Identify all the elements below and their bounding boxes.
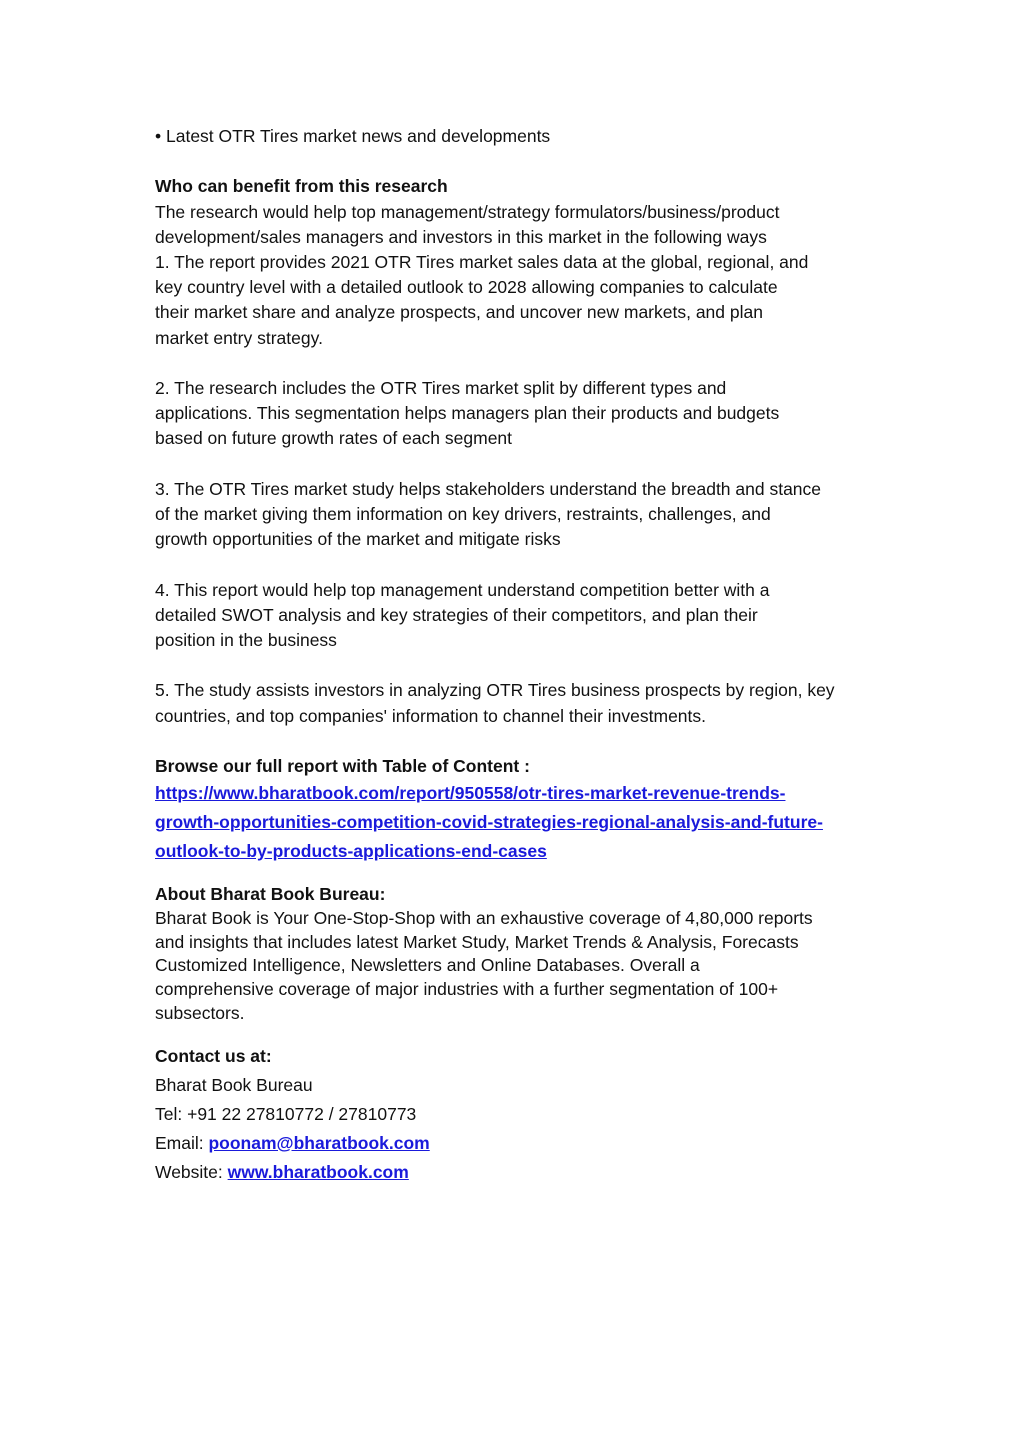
document-page [155,124,879,1187]
paragraph-line: 3. The OTR Tires market study helps stakeholders understand the breadth and stance [155,478,822,499]
paragraph-line: Bharat Book is Your One-Stop-Shop with an exhaustive coverage of 4,80,000 reports [155,907,813,928]
paragraph-line: subsectors. [155,1002,245,1023]
point-1 [155,250,879,351]
paragraph-line: and insights that includes latest Market Study, Market Trends & Analysis, Forecasts [155,931,799,952]
contact-website-row [155,1158,879,1187]
paragraph-line: growth opportunities of the market and mitigate risks [155,529,561,550]
point-4 [155,578,879,654]
report-link-line[interactable]: outlook-to-by-products-applications-end-cases [155,840,547,861]
website-label: Website: [155,1161,228,1182]
paragraph-line: position in the business [155,630,337,650]
paragraph-line: 1. The report provides 2021 OTR Tires market sales data at the global, regional, and [155,252,809,272]
paragraph-line: 4. This report would help top management understand competition better with a [155,579,770,600]
who-intro [155,200,879,250]
contact-company: Bharat Book Bureau [155,1074,313,1095]
paragraph-line: 5. The study assists investors in analyzing OTR Tires business prospects by region, key [155,680,835,701]
about-heading: About Bharat Book Bureau: [155,883,386,904]
contact-heading: Contact us at: [155,1045,272,1066]
point-2 [155,376,879,452]
report-link-line[interactable]: https://www.bharatbook.com/report/950558/otr-tires-market-revenue-trends- [155,783,786,804]
contact-tel: Tel: +91 22 27810772 / 27810773 [155,1103,417,1124]
browse-heading: Browse our full report with Table of Content : [155,755,530,776]
paragraph-line: market entry strategy. [155,327,323,348]
point-5 [155,678,879,728]
about-paragraph [155,907,879,1026]
website-link[interactable]: www.bharatbook.com [227,1161,409,1182]
point-3 [155,477,879,553]
paragraph-line: applications. This segmentation helps managers plan their products and budgets [155,403,780,424]
paragraph-line: Customized Intelligence, Newsletters and Online Databases. Overall a [155,955,700,976]
contact-section [155,1042,879,1187]
paragraph-line: based on future growth rates of each segment [155,428,513,449]
paragraph-line: development/sales managers and investors in this market in the following ways [155,226,767,247]
paragraph-line: detailed SWOT analysis and key strategies of their competitors, and plan their [155,604,758,625]
paragraph-line: comprehensive coverage of major industries with a further segmentation of 100+ [155,979,779,1000]
email-label: Email: [155,1132,209,1153]
bullet-item: • Latest OTR Tires market news and developments [155,126,551,146]
report-link[interactable] [155,779,879,865]
email-link[interactable]: poonam@bharatbook.com [208,1132,430,1153]
who-heading: Who can benefit from this research [155,176,448,197]
paragraph-line: of the market giving them information on key drivers, restraints, challenges, and [155,504,771,524]
report-link-line[interactable]: growth-opportunities-competition-covid-strategies-regional-analysis-and-future- [155,811,823,832]
paragraph-line: countries, and top companies' information to channel their investments. [155,705,707,726]
paragraph-line: 2. The research includes the OTR Tires market split by different types and [155,378,727,398]
paragraph-line: their market share and analyze prospects, and uncover new markets, and plan [155,302,763,323]
paragraph-line: key country level with a detailed outlook to 2028 allowing companies to calculate [155,277,778,298]
contact-email-row [155,1129,879,1158]
paragraph-line: The research would help top management/strategy formulators/business/product [155,201,780,222]
